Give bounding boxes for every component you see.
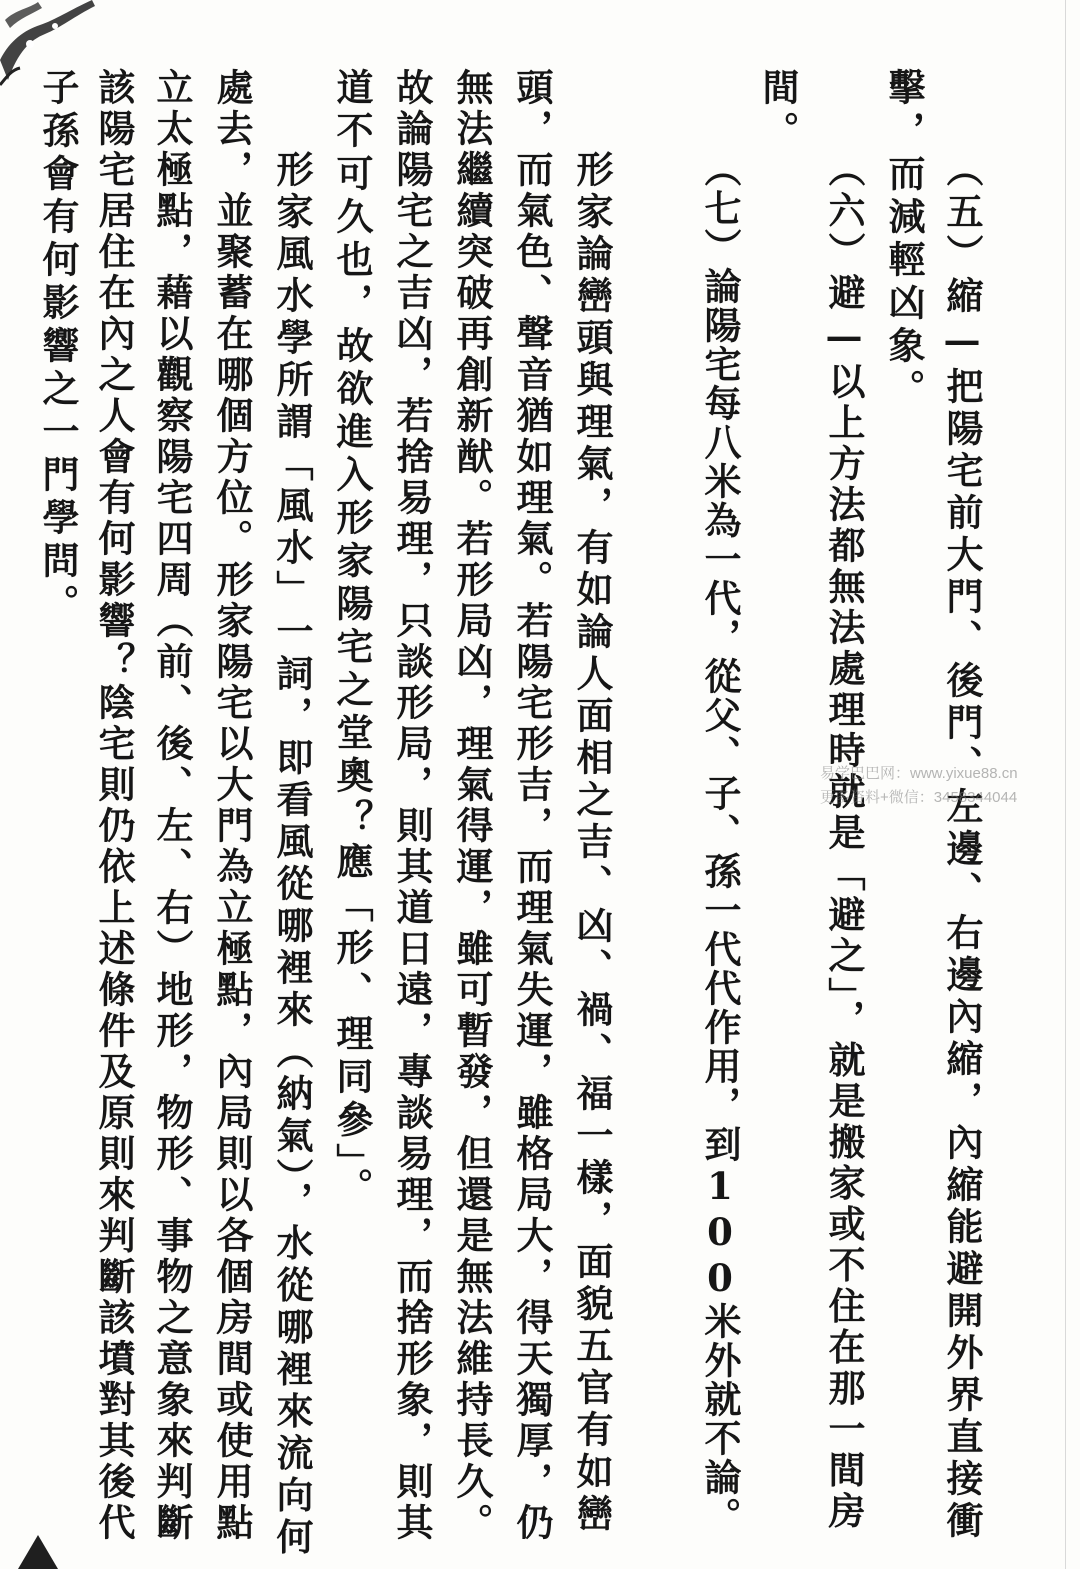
text-column-9: 故論陽宅之吉凶，若捨易理，只談形局，則其道日遠，專談易理，而捨形象，則其 <box>390 68 434 1544</box>
text-column-4: 間。 <box>756 68 800 154</box>
text-column-14: 該陽宅居住在內之人會有何影響？陰宅則仍依上述條件及原則來判斷該墳對其後代 <box>92 68 136 1544</box>
decorative-corner-icon <box>18 1535 58 1569</box>
text-column-7: 頭，而氣色、聲音猶如理氣。若陽宅形吉，而理氣失運，雖格局大，得天獨厚，仍 <box>510 68 554 1544</box>
text-column-12: 處去，並聚蓄在哪個方位。形家陽宅以大門為立極點，內局則以各個房間或使用點 <box>210 68 254 1544</box>
text-column-2: 擊，而減輕凶象。 <box>882 68 926 412</box>
text-column-11: 形家風水學所謂「風水」一詞，即看風從哪裡來（納氣），水從哪裡來流向何 <box>270 150 314 1560</box>
text-column-13: 立太極點，藉以觀察陽宅四周（前、後、左、右）地形，物形、事物之意象來判斷 <box>150 68 194 1544</box>
watermark-line-1: 易学巴巴网：www.yixue88.cn <box>820 765 1018 782</box>
text-column-1: （五）縮—把陽宅前大門、後門、左邊、右邊內縮，內縮能避開外界直接衝 <box>940 150 984 1543</box>
watermark-line-2: 更多资料+微信：3458344044 <box>820 789 1018 806</box>
text-column-3: （六）避—以上方法都無法處理時就是「避之」，就是搬家或不住在那一間房 <box>822 150 866 1533</box>
text-column-5: （七）論陽宅每八米為一代，從父、子、孫一代代作用，到100米外就不論。 <box>698 150 742 1536</box>
page-edge-line <box>1065 0 1066 1569</box>
text-column-15: 子孫會有何影響之一門學問。 <box>36 68 80 627</box>
text-column-10: 道不可久也，故欲進入形家陽宅之堂奧？應「形、理同參」。 <box>330 68 374 1211</box>
text-column-6: 形家論巒頭與理氣，有如論人面相之吉、凶、禍、福一樣，面貌五官有如巒 <box>570 150 614 1536</box>
text-column-8: 無法繼續突破再創新猷。若形局凶，理氣得運，雖可暫發，但還是無法維持長久。 <box>450 68 494 1544</box>
